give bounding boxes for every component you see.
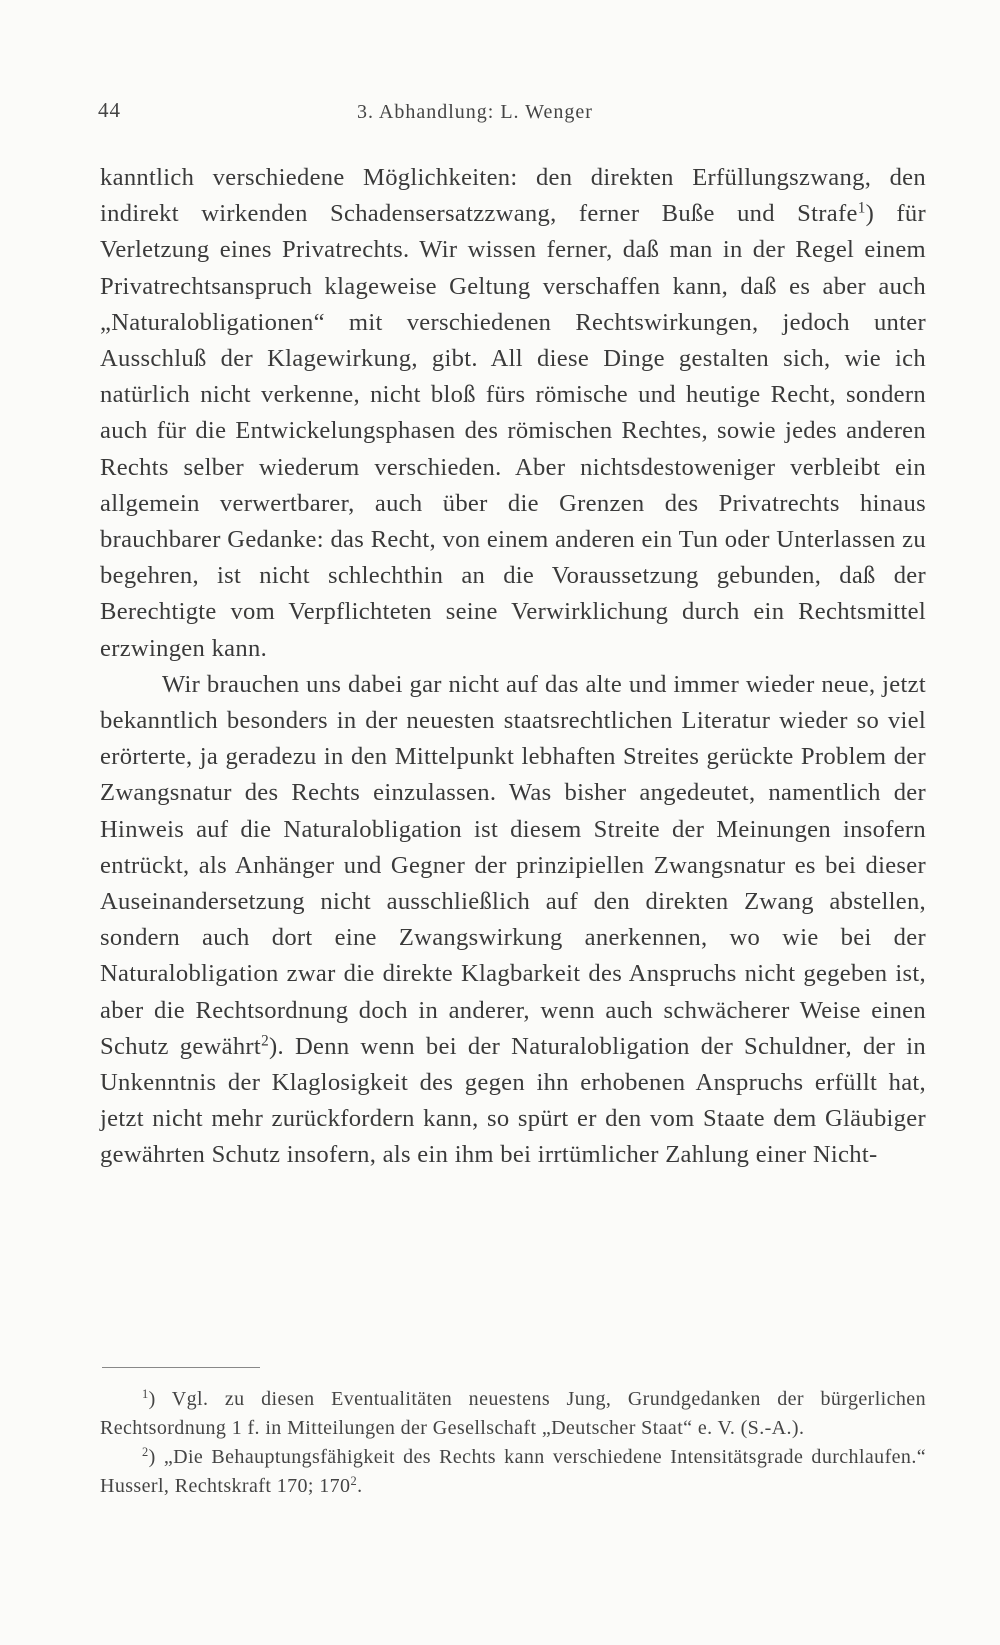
paragraph-2 <box>100 667 926 1174</box>
footnote-1 <box>100 1385 926 1443</box>
paragraph-2-text-a: Wir brauchen uns dabei gar nicht auf das alte und immer wieder neue, jetzt bekanntlich besonders in der neuesten staatsrechtlichen Literatur wieder so viel erörterte, ja geradezu in den Mittelpunkt lebhaften Streites gerückte Problem der Zwangsnatur des Rechts einzulassen. Was bisher angedeutet, namentlich der Hinweis auf die Naturalobligation ist diesem Streite der Meinungen insofern entrückt, als Anhänger und Gegner der prinzipiellen Zwangsnatur es bei dieser Auseinandersetzung nicht ausschließlich auf den direkten Zwang abstellen, sondern auch dort eine Zwangswirkung anerkennen, wo wie bei der Naturalobligation zwar die direkte Klagbarkeit des Anspruchs nicht gegeben ist, aber die Rechtsordnung doch in anderer, wenn auch schwächerer Weise einen Schutz gewährt <box>100 670 926 1060</box>
footnote-1-marker: 1 <box>142 1387 149 1402</box>
footnotes <box>100 1385 926 1501</box>
footnote-ref-2: 2 <box>261 1032 269 1050</box>
footnote-divider <box>102 1367 260 1368</box>
paragraph-1 <box>100 160 926 667</box>
footnote-ref-1: 1 <box>857 199 866 217</box>
footnote-2-text-a: ) „Die Behauptungsfähigkeit des Rechts kann verschiedene Intensitätsgrade durchlaufen.“ Husserl, Rechtskraft 170; 170 <box>100 1446 926 1497</box>
page-header <box>98 98 926 128</box>
paragraph-1-text-b: ) für Verletzung eines Privatrechts. Wir wissen ferner, daß man in der Regel einem Privatrechtsanspruch klageweise Geltung verschaffen kann, daß es aber auch „Naturalobligationen“ mit verschiedenen Rechtswirkungen, jedoch unter Ausschluß der Klagewirkung, gibt. All diese Dinge gestalten sich, wie ich natürlich nicht verkenne, nicht bloß fürs römische und heutige Recht, sondern auch für die Entwickelungsphasen des römischen Rechtes, sowie jedes anderen Rechts selber wiederum verschieden. Aber nichtsdestoweniger verbleibt ein allgemein verwertbarer, auch über die Grenzen des Privatrechts hinaus brauchbarer Gedanke: das Recht, von einem anderen ein Tun oder Unterlassen zu begehren, ist nicht schlechthin an die Voraussetzung gebunden, daß der Berechtigte vom Verpflichteten seine Verwirklichung durch ein Rechtsmittel erzwingen kann. <box>100 200 927 662</box>
footnote-2 <box>100 1443 926 1501</box>
running-title: 3. Abhandlung: L. Wenger <box>357 101 593 123</box>
page-number: 44 <box>98 98 121 122</box>
footnote-1-text: ) Vgl. zu diesen Eventualitäten neuestens Jung, Grundgedanken der bürgerlichen Rechtsordnung 1 f. in Mitteilungen der Gesellschaft „Deutscher Staat“ e. V. (S.-A.). <box>100 1388 926 1439</box>
footnote-2-superscript: 2 <box>350 1474 358 1489</box>
paragraph-2-text-b: ). Denn wenn bei der Naturalobligation der Schuldner, der in Unkenntnis der Klaglosigkeit des gegen ihn erhobenen Anspruchs erfüllt hat, jetzt nicht mehr zurückfordern kann, so spürt er den vom Staate dem Gläubiger gewährten Schutz insofern, als ein ihm bei irrtümlicher Zahlung einer Nicht- <box>100 1032 926 1169</box>
footnote-2-text-b: . <box>357 1475 363 1497</box>
footnote-2-marker: 2 <box>142 1445 149 1460</box>
body-text <box>100 160 926 1174</box>
paragraph-1-text-a: kanntlich verschiedene Möglichkeiten: den direkten Erfüllungszwang, den indirekt wirkenden Schadensersatzzwang, ferner Buße und Strafe <box>100 164 926 228</box>
